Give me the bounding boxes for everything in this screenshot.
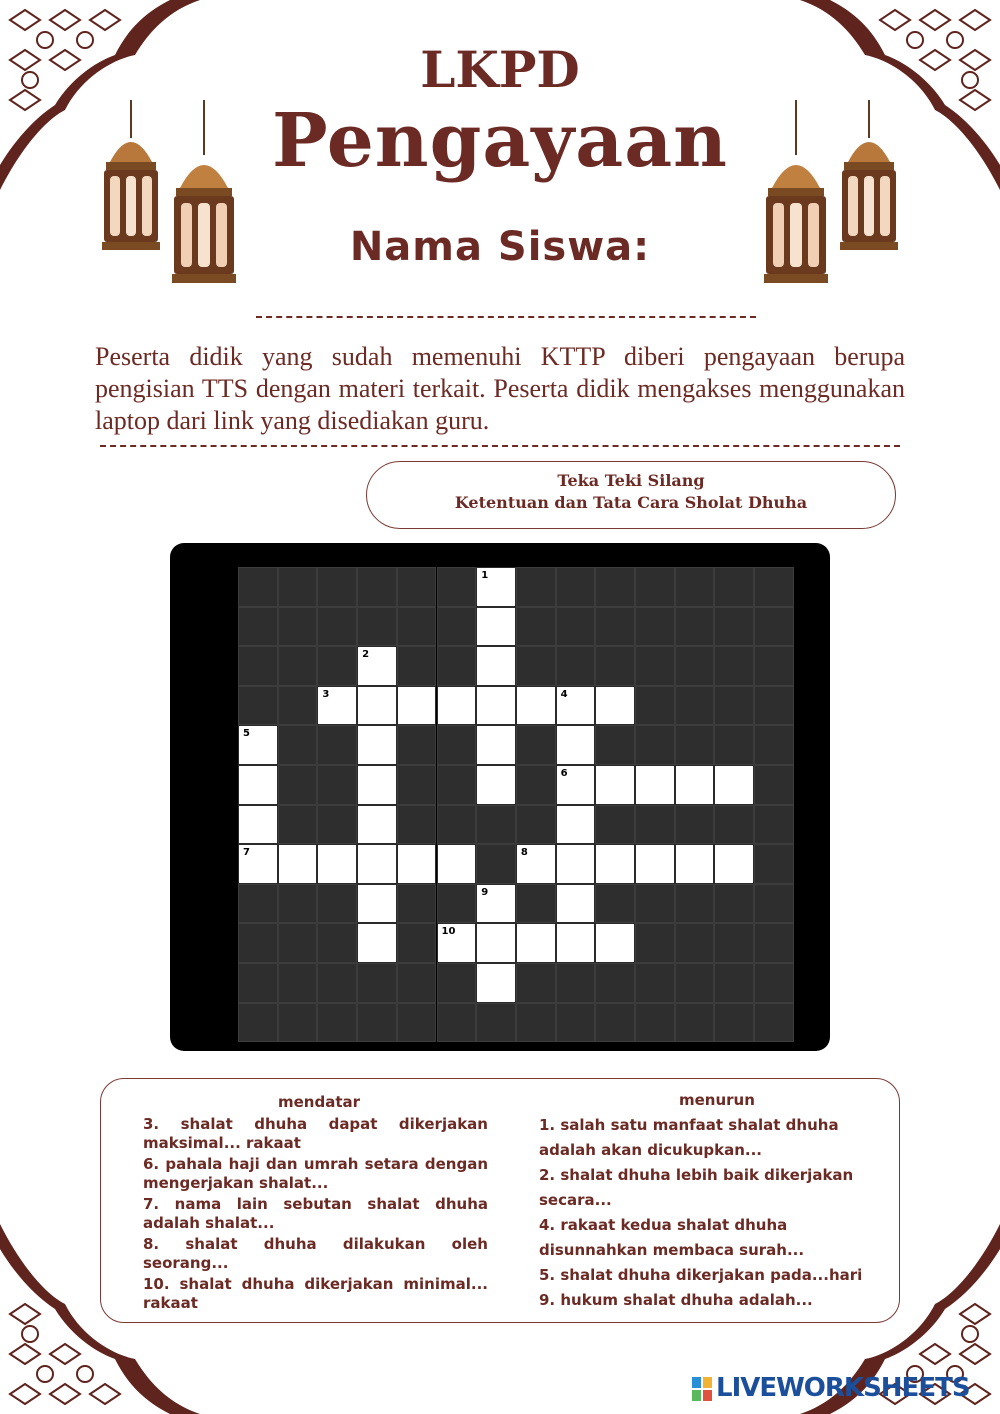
page-title: Pengayaan	[272, 98, 728, 184]
down-clue: 9. hukum shalat dhuha adalah...	[539, 1291, 813, 1309]
blocked-cell	[595, 646, 635, 686]
down-clue: 5. shalat dhuha dikerjakan pada...hari	[539, 1266, 863, 1284]
crossword-cell[interactable]	[357, 805, 397, 845]
blocked-cell	[714, 686, 754, 726]
blocked-cell	[437, 607, 477, 647]
blocked-cell	[278, 725, 318, 765]
crossword-cell[interactable]	[635, 765, 675, 805]
blocked-cell	[754, 884, 794, 924]
blocked-cell	[317, 923, 357, 963]
blocked-cell	[238, 1003, 278, 1043]
across-clue: 3. shalat dhuha dapat dikerjakan maksimal... rakaat	[143, 1115, 488, 1152]
across-clue: 7. nama lain sebutan shalat dhuha adalah shalat...	[143, 1195, 488, 1232]
clue-number: 10	[441, 926, 456, 938]
blocked-cell	[397, 923, 437, 963]
crossword-cell[interactable]	[595, 686, 635, 726]
crossword-cell[interactable]	[635, 844, 675, 884]
down-clue: 4. rakaat kedua shalat dhuha disunnahkan membaca surah...	[539, 1216, 805, 1259]
blocked-cell	[317, 884, 357, 924]
puzzle-subtitle: Ketentuan dan Tata Cara Sholat Dhuha	[454, 493, 808, 512]
clue-number: 5	[243, 728, 250, 740]
blocked-cell	[238, 686, 278, 726]
blocked-cell	[635, 567, 675, 607]
crossword-cell[interactable]	[476, 963, 516, 1003]
blocked-cell	[635, 725, 675, 765]
blocked-cell	[238, 567, 278, 607]
blocked-cell	[595, 884, 635, 924]
blocked-cell	[437, 646, 477, 686]
crossword-cell[interactable]	[238, 725, 278, 765]
blocked-cell	[556, 607, 596, 647]
blocked-cell	[437, 1003, 477, 1043]
blocked-cell	[238, 963, 278, 1003]
down-clue: 2. shalat dhuha lebih baik dikerjakan secara...	[539, 1166, 854, 1209]
across-clues	[143, 1115, 488, 1315]
blocked-cell	[397, 607, 437, 647]
blocked-cell	[675, 1003, 715, 1043]
blocked-cell	[397, 567, 437, 607]
blocked-cell	[278, 805, 318, 845]
blocked-cell	[675, 686, 715, 726]
blocked-cell	[635, 963, 675, 1003]
crossword-cell[interactable]	[556, 844, 596, 884]
blocked-cell	[437, 725, 477, 765]
blocked-cell	[754, 963, 794, 1003]
crossword-cell[interactable]	[317, 844, 357, 884]
student-name-label: Nama Siswa:	[349, 224, 651, 270]
blocked-cell	[278, 765, 318, 805]
crossword-cell[interactable]	[357, 884, 397, 924]
blocked-cell	[754, 725, 794, 765]
blocked-cell	[516, 765, 556, 805]
blocked-cell	[357, 607, 397, 647]
clue-number: 2	[362, 649, 370, 661]
blocked-cell	[278, 646, 318, 686]
blocked-cell	[278, 567, 318, 607]
crossword-cell[interactable]	[437, 686, 477, 726]
clue-number: 7	[243, 847, 250, 859]
crossword-cell[interactable]	[238, 844, 278, 884]
divider	[256, 316, 756, 318]
blocked-cell	[754, 646, 794, 686]
blocked-cell	[714, 923, 754, 963]
blocked-cell	[278, 1003, 318, 1043]
blocked-cell	[595, 1003, 635, 1043]
blocked-cell	[397, 884, 437, 924]
blocked-cell	[238, 923, 278, 963]
watermark: LIVEWORKSHEETS	[716, 1373, 970, 1403]
crossword-cell[interactable]	[556, 805, 596, 845]
blocked-cell	[754, 844, 794, 884]
blocked-cell	[278, 923, 318, 963]
blocked-cell	[278, 884, 318, 924]
blocked-cell	[437, 765, 477, 805]
blocked-cell	[675, 805, 715, 845]
across-heading: mendatar	[278, 1093, 361, 1111]
down-clue: 1. salah satu manfaat shalat dhuha adalah akan dicukupkan...	[539, 1116, 839, 1159]
blocked-cell	[675, 963, 715, 1003]
clue-number: 3	[322, 688, 330, 700]
blocked-cell	[556, 963, 596, 1003]
clues-box	[100, 1078, 900, 1323]
blocked-cell	[437, 884, 477, 924]
crossword-cell[interactable]	[556, 923, 596, 963]
blocked-cell	[675, 725, 715, 765]
crossword-cell[interactable]	[357, 844, 397, 884]
blocked-cell	[595, 607, 635, 647]
down-clues	[539, 1113, 884, 1313]
blocked-cell	[397, 1003, 437, 1043]
blocked-cell	[516, 646, 556, 686]
blocked-cell	[317, 963, 357, 1003]
blocked-cell	[754, 923, 794, 963]
blocked-cell	[238, 646, 278, 686]
crossword-cell[interactable]	[516, 686, 556, 726]
blocked-cell	[595, 805, 635, 845]
crossword-cell[interactable]	[357, 686, 397, 726]
lkpd-heading: LKPD	[420, 40, 580, 99]
blocked-cell	[397, 725, 437, 765]
crossword-cell[interactable]	[476, 725, 516, 765]
crossword-cell[interactable]	[516, 923, 556, 963]
blocked-cell	[675, 567, 715, 607]
clue-number: 6	[560, 768, 568, 779]
blocked-cell	[437, 805, 477, 845]
blocked-cell	[635, 884, 675, 924]
blocked-cell	[317, 725, 357, 765]
clue-number: 8	[520, 847, 528, 859]
crossword-cell[interactable]	[556, 765, 596, 805]
blocked-cell	[317, 567, 357, 607]
crossword-cell[interactable]	[476, 607, 516, 647]
blocked-cell	[754, 686, 794, 726]
blocked-cell	[635, 1003, 675, 1043]
blocked-cell	[516, 567, 556, 607]
blocked-cell	[357, 963, 397, 1003]
blocked-cell	[595, 725, 635, 765]
blocked-cell	[675, 923, 715, 963]
crossword-cell[interactable]	[675, 765, 715, 805]
crossword-grid	[238, 567, 777, 1027]
crossword-cell[interactable]	[714, 844, 754, 884]
blocked-cell	[714, 1003, 754, 1043]
crossword-cell[interactable]	[595, 844, 635, 884]
blocked-cell	[675, 884, 715, 924]
instruction-paragraph: Peserta didik yang sudah memenuhi KTTP diberi pengayaan berupa pengisian TTS dengan materi terkait. Peserta didik mengakses menggunakan laptop dari link yang disediakan guru.	[95, 342, 905, 435]
blocked-cell	[437, 567, 477, 607]
crossword-cell[interactable]	[556, 686, 596, 726]
crossword-cell[interactable]	[476, 884, 516, 924]
blocked-cell	[317, 646, 357, 686]
blocked-cell	[357, 567, 397, 607]
blocked-cell	[635, 805, 675, 845]
blocked-cell	[516, 725, 556, 765]
crossword-cell[interactable]	[595, 923, 635, 963]
blocked-cell	[278, 963, 318, 1003]
blocked-cell	[714, 963, 754, 1003]
crossword-cell[interactable]	[595, 765, 635, 805]
crossword-cell[interactable]	[714, 765, 754, 805]
divider	[100, 445, 900, 447]
crossword-cell[interactable]	[357, 646, 397, 686]
blocked-cell	[397, 765, 437, 805]
blocked-cell	[635, 686, 675, 726]
crossword-cell[interactable]	[397, 686, 437, 726]
blocked-cell	[556, 646, 596, 686]
blocked-cell	[397, 805, 437, 845]
blocked-cell	[714, 805, 754, 845]
across-clue: 6. pahala haji dan umrah setara dengan mengerjakan shalat...	[143, 1155, 488, 1192]
puzzle-title: Teka Teki Silang	[557, 471, 705, 490]
blocked-cell	[635, 646, 675, 686]
crossword-cell[interactable]	[437, 923, 477, 963]
blocked-cell	[516, 607, 556, 647]
crossword-cell[interactable]	[238, 765, 278, 805]
blocked-cell	[357, 1003, 397, 1043]
blocked-cell	[397, 646, 437, 686]
crossword-cell[interactable]	[437, 844, 477, 884]
blocked-cell	[476, 1003, 516, 1043]
blocked-cell	[754, 607, 794, 647]
blocked-cell	[754, 765, 794, 805]
blocked-cell	[516, 805, 556, 845]
crossword-cell[interactable]	[397, 844, 437, 884]
crossword-cell[interactable]	[556, 884, 596, 924]
crossword-cell[interactable]	[357, 725, 397, 765]
blocked-cell	[754, 567, 794, 607]
clue-number: 1	[481, 570, 489, 581]
crossword-cell[interactable]	[516, 844, 556, 884]
blocked-cell	[714, 725, 754, 765]
crossword-cell[interactable]	[476, 646, 516, 686]
crossword-cell[interactable]	[675, 844, 715, 884]
clue-number: 4	[560, 688, 568, 700]
across-clue: 10. shalat dhuha dikerjakan minimal... rakaat	[143, 1275, 488, 1312]
crossword-cell[interactable]	[278, 844, 318, 884]
blocked-cell	[635, 923, 675, 963]
blocked-cell	[556, 567, 596, 607]
liveworksheets-logo-icon	[692, 1377, 712, 1401]
blocked-cell	[675, 607, 715, 647]
blocked-cell	[476, 844, 516, 884]
across-clue: 8. shalat dhuha dilakukan oleh seorang...	[143, 1235, 488, 1272]
crossword-cell[interactable]	[357, 765, 397, 805]
crossword-cell[interactable]	[476, 765, 516, 805]
puzzle-title-box	[366, 461, 896, 529]
blocked-cell	[714, 884, 754, 924]
blocked-cell	[595, 567, 635, 607]
blocked-cell	[754, 805, 794, 845]
blocked-cell	[714, 567, 754, 607]
crossword-cell[interactable]	[357, 923, 397, 963]
blocked-cell	[556, 1003, 596, 1043]
crossword-cell[interactable]	[476, 567, 516, 607]
blocked-cell	[595, 963, 635, 1003]
crossword-cell[interactable]	[476, 686, 516, 726]
blocked-cell	[437, 963, 477, 1003]
clue-number: 9	[481, 886, 489, 898]
down-heading: menurun	[679, 1091, 755, 1109]
crossword-cell[interactable]	[556, 725, 596, 765]
blocked-cell	[278, 686, 318, 726]
blocked-cell	[714, 607, 754, 647]
blocked-cell	[754, 1003, 794, 1043]
crossword-cell[interactable]	[317, 686, 357, 726]
blocked-cell	[278, 607, 318, 647]
crossword-cell[interactable]	[476, 923, 516, 963]
blocked-cell	[397, 963, 437, 1003]
blocked-cell	[675, 646, 715, 686]
blocked-cell	[516, 963, 556, 1003]
blocked-cell	[516, 884, 556, 924]
blocked-cell	[238, 607, 278, 647]
blocked-cell	[238, 884, 278, 924]
blocked-cell	[635, 607, 675, 647]
blocked-cell	[317, 765, 357, 805]
blocked-cell	[317, 607, 357, 647]
blocked-cell	[476, 805, 516, 845]
blocked-cell	[317, 1003, 357, 1043]
blocked-cell	[317, 805, 357, 845]
crossword-cell[interactable]	[238, 805, 278, 845]
blocked-cell	[516, 1003, 556, 1043]
blocked-cell	[714, 646, 754, 686]
